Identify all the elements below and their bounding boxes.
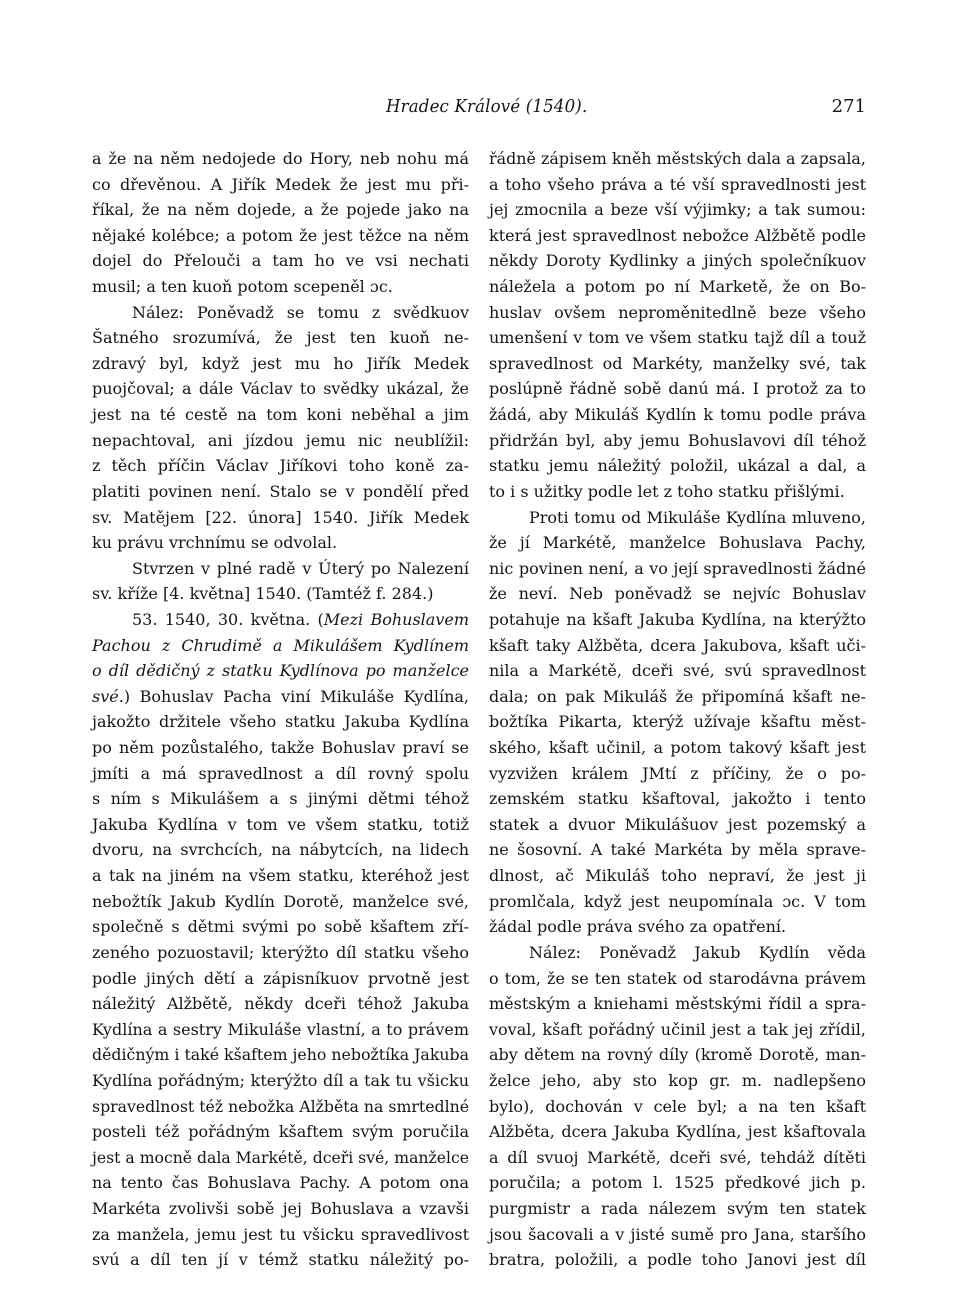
text-line: huslav ovšem neproměnitedlně beze všeho bbox=[489, 302, 866, 322]
text-line: Alžběta, dcera Jakuba Kydlína, jest kšaftovala bbox=[489, 1122, 866, 1142]
text-line: Markéta zvolivši sobě jej Bohuslava a vzavši bbox=[92, 1198, 469, 1218]
text-line: jsou šacovali a v jisté sumě pro Jana, staršího bbox=[489, 1224, 866, 1244]
text-line: puojčoval; a dále Václav to svědky ukázal, že bbox=[92, 379, 469, 399]
text-line: společně s dětmi svými po sobě kšaftem zří- bbox=[92, 917, 469, 937]
text-line: dlnost, ač Mikuláš toho nepraví, že jest ji bbox=[489, 866, 866, 886]
text-line: posteli též pořádným kšaftem svým poručila bbox=[92, 1122, 469, 1142]
text-line: zeného pozuostavil; kterýžto díl statku všeho bbox=[92, 942, 469, 962]
text-line: jej zmocnila a beze vší výjimky; a tak sumou: bbox=[489, 200, 866, 220]
text-line: Šatného srozumívá, že jest ten kuoň ne- bbox=[92, 328, 469, 348]
text-line: dvoru, na svrchcích, na nábytcích, na lidech bbox=[92, 840, 469, 860]
text-line: z těch příčin Václav Jiříkovi toho koně za- bbox=[92, 456, 469, 476]
text-line: přidržán byl, aby jemu Bohuslavovi díl téhož bbox=[489, 430, 866, 450]
text-line: sv. kříže [4. května] 1540. (Tamtéž f. 284.) bbox=[92, 584, 434, 604]
text-line: voval, kšaft pořádný učinil jest a tak jej zřídil, bbox=[489, 1019, 866, 1039]
text-line: potahuje na kšaft Jakuba Kydlína, na kterýžto bbox=[489, 609, 866, 629]
text-line: statek a dvuor Mikulášuov jest pozemský a bbox=[489, 814, 866, 834]
text-line: statku jemu náležitý položil, ukázal a dal, a bbox=[489, 456, 866, 476]
text-line: a že na něm nedojede do Hory, neb nohu má bbox=[92, 149, 469, 168]
text-line: zdravý byl, když jest mu ho Jiřík Medek bbox=[92, 353, 469, 373]
text-line: na tento čas Bohuslava Pachy. A potom ona bbox=[92, 1173, 469, 1193]
running-header bbox=[92, 96, 868, 126]
text-line: umenšení v tom ve všem statku tajž díl a touž bbox=[489, 328, 866, 348]
text-line: jest a mocně dala Markétě, dceři své, manželce bbox=[92, 1147, 470, 1167]
text-line: ne šosovní. A také Markéta by měla sprave- bbox=[489, 840, 866, 860]
running-title: Hradec Králové (1540). bbox=[386, 96, 588, 117]
text-line: že neví. Neb poněvadž se nejvíc Bohuslav bbox=[489, 584, 866, 604]
text-line: vyzvižen králem JMtí z příčiny, že o po- bbox=[489, 763, 866, 783]
text-line: že jí Markétě, manželce Bohuslava Pachy, bbox=[489, 533, 866, 553]
text-line: aby dětem na rovný díly (kromě Dorotě, man- bbox=[489, 1045, 866, 1065]
text-line: nebožtík Jakub Kydlín Dorotě, manželce své, bbox=[92, 891, 469, 911]
text-line: ku právu vrchnímu se odvolal. bbox=[92, 533, 338, 553]
text-line: promlčala, když jest neupomínala ɔc. V tom bbox=[489, 891, 866, 911]
text-line: jakožto držitele všeho statku Jakuba Kydlína bbox=[92, 712, 469, 732]
text-line: spravedlnost od Markéty, manželky své, tak bbox=[489, 353, 866, 373]
text-line: Proti tomu od Mikuláše Kydlína mluveno, bbox=[529, 507, 866, 527]
text-line: Stvrzen v plné radě v Úterý po Nalezení bbox=[132, 558, 469, 578]
text-line: říkal, že na něm dojede, a že pojede jako na bbox=[92, 200, 469, 220]
text-line: Kydlína pořádným; kterýžto díl a tak tu všicku bbox=[92, 1070, 469, 1090]
text-line: platiti povinen není. Stalo se v pondělí před bbox=[92, 481, 469, 501]
text-line: svú a díl ten jí v témž statku náležitý po- bbox=[92, 1250, 469, 1270]
text-line: Jakuba Kydlína v tom ve všem statku, totiž bbox=[92, 814, 469, 834]
text-line: dědičným i také kšaftem jeho nebožtíka Jakuba bbox=[92, 1045, 470, 1065]
text-line: bratra, položili, a podle toho Janovi jest díl bbox=[489, 1250, 866, 1270]
text-line: nepachtoval, ani jízdou jemu nic neublížil: bbox=[92, 430, 469, 450]
text-line: nila a Markétě, dceři své, svú spravedlnost bbox=[489, 661, 866, 681]
text-line: dojel do Přelouči a tam ho ve vsi nechati bbox=[92, 251, 469, 271]
text-line: která jest spravedlnost nebožce Alžbětě podle bbox=[489, 225, 866, 245]
text-line: Nález: Poněvadž Jakub Kydlín věda bbox=[529, 942, 866, 962]
text-line: to i s užitky podle let z toho statku přišlými. bbox=[489, 481, 845, 501]
text-line: někdy Doroty Kydlinky a jiných společníkuov bbox=[489, 251, 866, 271]
right-column bbox=[489, 146, 866, 1273]
text-line: řádně zápisem kněh městských dala a zapsala, bbox=[489, 149, 866, 168]
text-line: nějaké kolébce; a potom že jest těžce na něm bbox=[92, 225, 469, 245]
text-line: ského, kšaft učinil, a potom takový kšaft jest bbox=[489, 738, 866, 758]
entry-heading-line: o díl dědičný z statku Kydlínova po manželce bbox=[92, 661, 469, 681]
text-line: poručila; a potom l. 1525 předkové jich p. bbox=[489, 1173, 866, 1193]
text-line: bylo), dochován v cele byl; a na ten kšaft bbox=[489, 1096, 866, 1116]
text-line: a toho všeho práva a té vší spravedlnosti jest bbox=[489, 174, 866, 194]
text-line: po něm pozůstalého, takže Bohuslav praví se bbox=[92, 738, 469, 758]
text-line: želce jeho, aby sto kop gr. m. nadlepšeno bbox=[489, 1070, 866, 1090]
text-line: musil; a ten kuoň potom scepeněl ɔc. bbox=[92, 277, 393, 297]
text-line: podle jiných dětí a zápisníkuov prvotně jest bbox=[92, 968, 469, 988]
text-line: a tak na jiném na všem statku, kteréhož jest bbox=[92, 866, 469, 886]
text-line: a díl svuoj Markétě, dceři své, tehdáž dítěti bbox=[489, 1147, 866, 1167]
text-line: náležela a potom po ní Marketě, že on Bo- bbox=[489, 277, 866, 297]
text-line: za manžela, jemu jest tu všicku spravedlivost bbox=[92, 1224, 469, 1244]
text-line: své.) Bohuslav Pacha viní Mikuláše Kydlína, bbox=[92, 686, 469, 706]
text-line: Nález: Poněvadž se tomu z svědkuov bbox=[132, 302, 469, 322]
text-line: sv. Matějem [22. února] 1540. Jiřík Medek bbox=[92, 507, 469, 527]
text-line: jmíti a má spravedlnost a díl rovný spolu bbox=[92, 763, 469, 783]
entry-heading-line: 53. 1540, 30. května. (Mezi Bohuslavem bbox=[132, 609, 470, 629]
text-line: jest na té cestě na tom koni neběhal a jim bbox=[92, 405, 469, 425]
text-line: zemském statku kšaftoval, jakožto i tento bbox=[489, 789, 866, 809]
page-number: 271 bbox=[831, 96, 866, 117]
text-line: Kydlína a sestry Mikuláše vlastní, a to právem bbox=[92, 1019, 469, 1039]
text-line: o tom, že se ten statek od starodávna právem bbox=[489, 968, 866, 988]
text-line: co dřevěnou. A Jiřík Medek že jest mu při- bbox=[92, 174, 469, 194]
text-line: nic povinen není, a vo její spravedlnosti žádné bbox=[489, 558, 866, 578]
text-line: spravedlnost též nebožka Alžběta na smrtedlné bbox=[92, 1096, 470, 1116]
text-line: poslúpně řádně sobě danú má. I protož za to bbox=[489, 379, 866, 399]
text-line: kšaft taky Alžběta, dcera Jakubova, kšaft uči- bbox=[489, 635, 866, 655]
text-line: božtíka Pikarta, kterýž užívaje kšaftu měst- bbox=[489, 712, 866, 732]
text-line: městským a kniehami městskými řídil a spra- bbox=[489, 994, 866, 1014]
text-line: s ním s Mikulášem a s jinými dětmi téhož bbox=[92, 789, 469, 809]
text-line: dala; on pak Mikuláš že připomíná kšaft ne- bbox=[489, 686, 866, 706]
text-line: purgmistr a rada nálezem svým ten statek bbox=[489, 1198, 866, 1218]
text-line: náležitý Alžbětě, někdy dceři téhož Jakuba bbox=[92, 994, 469, 1014]
text-line: žádal podle práva svého za opatření. bbox=[489, 917, 787, 937]
left-column bbox=[92, 146, 469, 1273]
entry-heading-line: Pachou z Chrudimě a Mikulášem Kydlínem bbox=[92, 635, 469, 655]
text-line: žádá, aby Mikuláš Kydlín k tomu podle práva bbox=[489, 405, 866, 425]
